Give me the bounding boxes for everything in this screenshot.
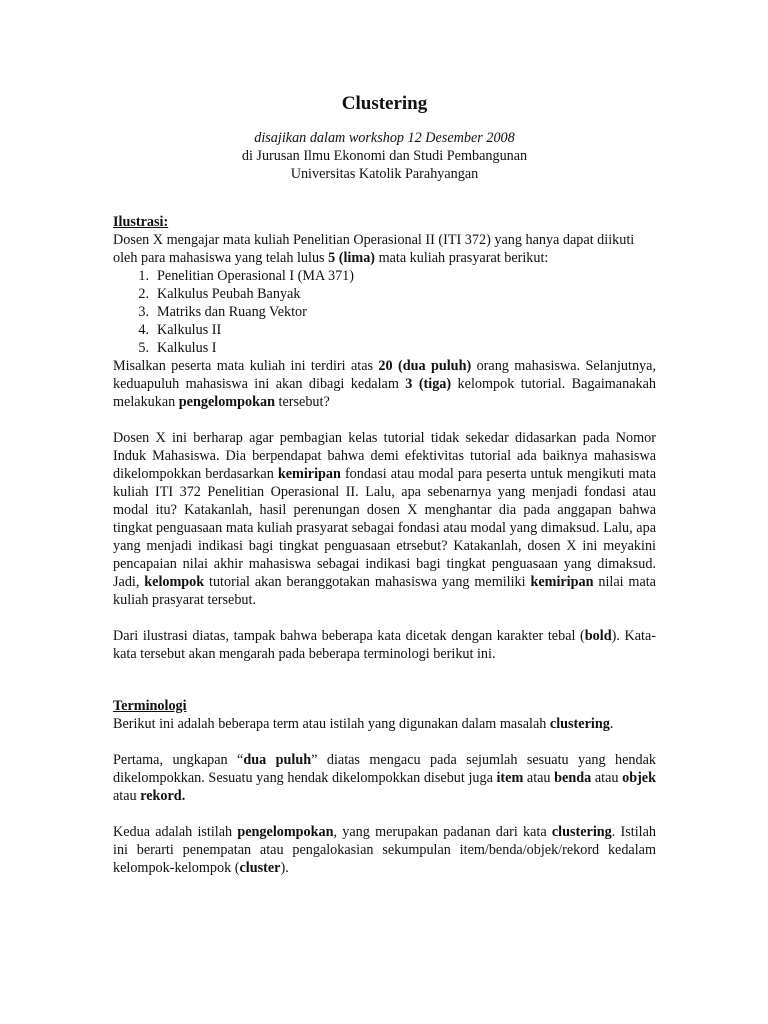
bold-term: 20 (dua puluh) <box>378 358 472 374</box>
text-run: Dari ilustrasi diatas, tampak bahwa beberapa kata dicetak dengan karakter tebal ( <box>113 628 585 644</box>
list-item-label: Penelitian Operasional I (MA 371) <box>157 268 355 284</box>
bold-term: pengelompokan <box>178 394 275 410</box>
list-item-label: Kalkulus II <box>157 322 222 338</box>
list-item-number: 3. <box>138 304 149 320</box>
list-item-number: 4. <box>138 322 149 338</box>
text-run: Dosen X ini berharap agar pembagian kelas tutorial tidak sekedar didasarkan pada Nomor Induk Mahasiswa. Dia berpendapat bahwa demi efektivitas tutorial ada baiknya mahasiswa dikelompokkan berdasarkan <box>113 430 656 482</box>
bold-term: bold <box>584 628 612 644</box>
bold-term: kelompok <box>144 574 205 590</box>
list-item-label: Matriks dan Ruang Vektor <box>157 304 307 320</box>
text-run: tutorial akan beranggotakan mahasiswa yang memiliki <box>204 574 531 590</box>
text-run: Misalkan peserta mata kuliah ini terdiri atas <box>113 358 379 374</box>
list-item-label: Kalkulus I <box>157 340 217 356</box>
text-run: orang mahasiswa. Selanjutnya, keduapuluh mahasiswa ini akan dibagi kedalam <box>113 358 656 392</box>
text-run: tersebut? <box>274 394 330 410</box>
bold-term: kemiripan <box>530 574 594 590</box>
text-run: ). <box>280 860 289 876</box>
bold-term: clustering <box>551 824 612 840</box>
list-item-number: 5. <box>138 340 149 356</box>
bold-term: 3 (tiga) <box>405 376 452 392</box>
bold-term: benda <box>554 770 592 786</box>
bold-term: 5 (lima) <box>328 250 376 266</box>
ilustrasi-paragraph-2 <box>113 429 656 609</box>
bold-term: cluster <box>239 860 281 876</box>
subtitle-university: Universitas Katolik Parahyangan <box>290 166 479 182</box>
text-run: Dosen X mengajar mata kuliah Penelitian Operasional II (ITI 372) yang hanya dapat diikuti oleh para mahasiswa yang telah lulus <box>113 232 635 266</box>
terminologi-kedua <box>113 823 656 877</box>
bold-term: clustering <box>549 716 610 732</box>
bold-term: kemiripan <box>277 466 341 482</box>
text-run: ). Kata-kata tersebut akan mengarah pada beberapa terminologi berikut ini. <box>113 628 656 662</box>
bold-term: rekord. <box>140 788 186 804</box>
text-run: nilai mata kuliah prasyarat tersebut. <box>113 574 656 608</box>
text-run: mata kuliah prasyarat berikut: <box>375 250 549 266</box>
terminologi-intro <box>113 715 656 733</box>
text-run: , yang merupakan padanan dari kata <box>333 824 552 840</box>
page-title: Clustering <box>341 93 428 114</box>
text-run: fondasi atau modal para peserta untuk mengikuti mata kuliah ITI 372 Penelitian Operasional II. Lalu, apa sebenarnya yang menjadi fondasi atau modal itu? Katakanlah, hasil perenungan dosen X menghantar dia pada anggapan bahwa tingkat penguasaan mata kuliah prasyarat sebagai fondasi atau modal yang dimaksud. Lalu, apa yang menjadi indikasi bagi tingkat penguasaan etrsebut? Katakanlah, dosen X ini meyakini pencapaian nilai akhir mahasiswa sebagai indikasi bagi tingkat penguasaan yang dimaksud. Jadi, <box>113 466 656 590</box>
bold-term: objek <box>622 770 656 786</box>
list-item-label: Kalkulus Peubah Banyak <box>157 286 301 302</box>
spacer <box>113 609 656 627</box>
spacer <box>113 805 656 823</box>
list-item <box>113 339 656 357</box>
subtitle-workshop: disajikan dalam workshop 12 Desember 2008 <box>254 130 515 146</box>
text-run: . <box>609 716 614 732</box>
ilustrasi-paragraph-3 <box>113 627 656 663</box>
text-run: Berikut ini adalah beberapa term atau istilah yang digunakan dalam masalah <box>113 716 550 732</box>
bold-term: dua puluh <box>243 752 312 768</box>
list-item <box>113 285 656 303</box>
list-item <box>113 303 656 321</box>
section-heading-terminologi: Terminologi <box>113 698 187 714</box>
text-run: Pertama, ungkapan “ <box>113 752 244 768</box>
spacer <box>113 411 656 429</box>
spacer <box>113 733 656 751</box>
subtitle-department: di Jurusan Ilmu Ekonomi dan Studi Pembangunan <box>241 148 528 164</box>
section-heading-ilustrasi: Ilustrasi: <box>113 214 169 230</box>
list-item-number: 2. <box>138 286 149 302</box>
text-run: atau <box>591 770 623 786</box>
ilustrasi-paragraph-1 <box>113 357 656 411</box>
list-item-number: 1. <box>138 268 149 284</box>
text-run: atau <box>523 770 555 786</box>
ilustrasi-intro <box>113 231 656 267</box>
text-run: . Istilah ini berarti penempatan atau pengalokasian sekumpulan item/benda/objek/rekord kedalam kelompok-kelompok ( <box>113 824 656 876</box>
text-run: kelompok tutorial. Bagaimanakah melakukan <box>113 376 656 410</box>
text-run: atau <box>113 788 141 804</box>
prerequisite-list <box>113 267 656 357</box>
list-item <box>113 321 656 339</box>
list-item <box>113 267 656 285</box>
document-content <box>113 92 656 877</box>
text-run: Kedua adalah istilah <box>113 824 238 840</box>
terminologi-pertama <box>113 751 656 805</box>
bold-term: item <box>496 770 524 786</box>
spacer <box>113 183 656 213</box>
bold-term: pengelompokan <box>237 824 334 840</box>
text-run: ” diatas mengacu pada sejumlah sesuatu yang hendak dikelompokkan. Sesuatu yang hendak dikelompokkan disebut juga <box>113 752 656 786</box>
spacer <box>113 663 656 697</box>
